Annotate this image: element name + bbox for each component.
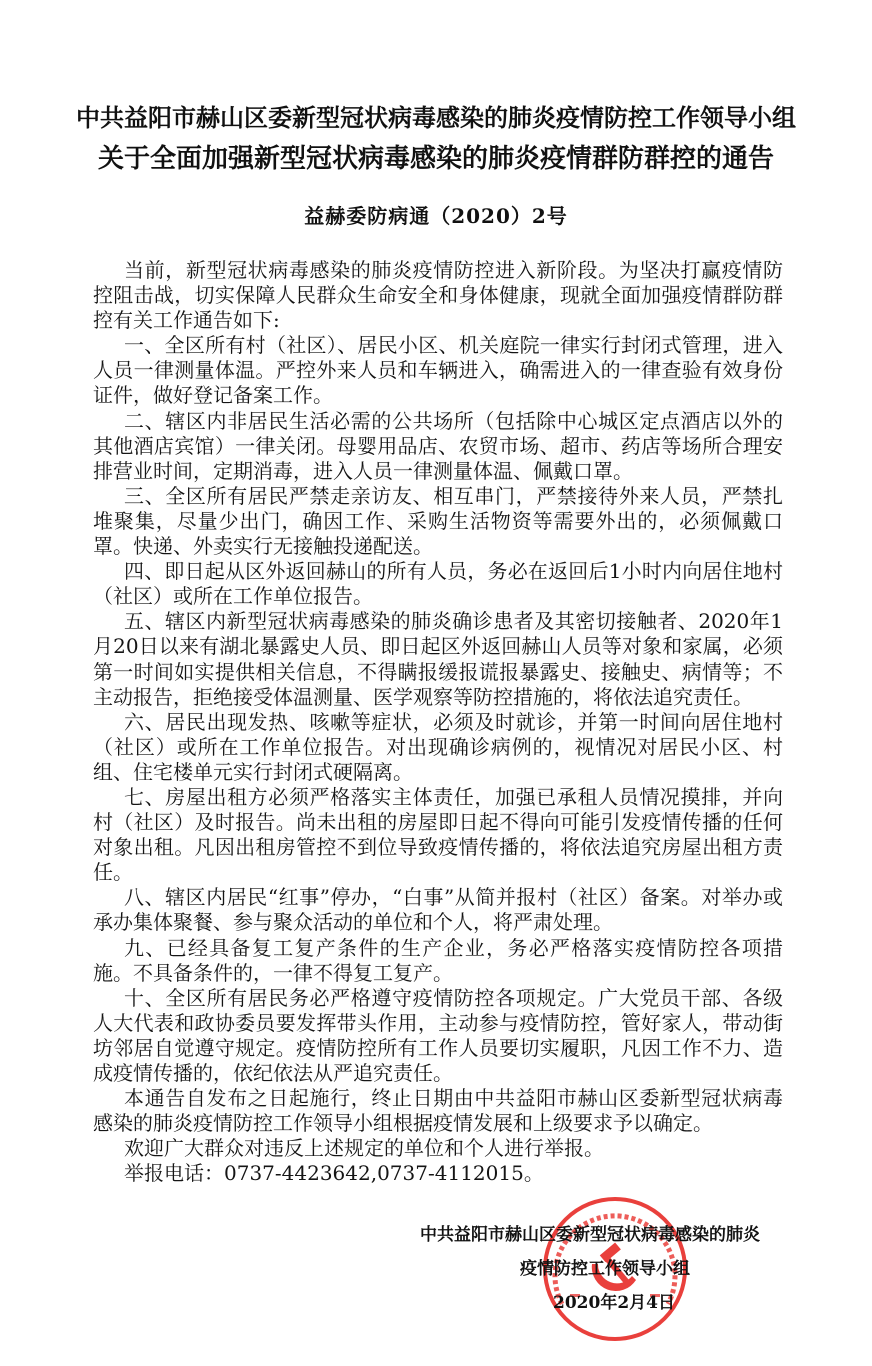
paragraph-effective-date: 本通告自发布之日起施行，终止日期由中共益阳市赫山区委新型冠状病毒感染的肺炎疫情防控工作领导小组根据疫情发展和上级要求予以确定。 — [93, 1086, 783, 1136]
paragraph-item-5: 五、辖区内新型冠状病毒感染的肺炎确诊患者及其密切接触者、2020年1月20日以来有湖北暴露史人员、即日起区外返回赫山人员等对象和家属，必须第一时间如实提供相关信息，不得瞒报缓报谎报暴露史、接触史、病情等；不主动报告，拒绝接受体温测量、医学观察等防控措施的，将依法追究责任。 — [93, 609, 783, 709]
paragraph-item-4: 四、即日起从区外返回赫山的所有人员，务必在返回后1小时内向居住地村（社区）或所在工作单位报告。 — [93, 559, 783, 609]
signature-block — [0, 1216, 872, 1326]
paragraph-item-10: 十、全区所有居民务必严格遵守疫情防控各项规定。广大党员干部、各级人大代表和政协委员要发挥带头作用，主动参与疫情防控，管好家人，带动街坊邻居自觉遵守规定。疫情防控所有工作人员要切实履职，凡因工作不力、造成疫情传播的，依纪依法从严追究责任。 — [93, 985, 783, 1085]
document-body — [93, 258, 783, 1186]
document-number: 益赫委防病通（2020）2号 — [304, 204, 568, 228]
signature-date: 2020年2月4日 — [553, 1293, 675, 1314]
document-title-line1: 中共益阳市赫山区委新型冠状病毒感染的肺炎疫情防控工作领导小组 — [76, 103, 796, 132]
paragraph-hotline: 举报电话：0737-4423642,0737-4112015。 — [124, 1161, 544, 1186]
paragraph-item-3: 三、全区所有居民严禁走亲访友、相互串门，严禁接待外来人员，严禁扎堆聚集，尽量少出门，确因工作、采购生活物资等需要外出的，必须佩戴口罩。快递、外卖实行无接触投递配送。 — [93, 483, 783, 559]
paragraph-report-invite: 欢迎广大群众对违反上述规定的单位和个人进行举报。 — [124, 1136, 604, 1161]
paragraph-intro: 当前，新型冠状病毒感染的肺炎疫情防控进入新阶段。为坚决打赢疫情防控阻击战，切实保障人民群众生命安全和身体健康，现就全面加强疫情群防群控有关工作通告如下: — [93, 258, 783, 333]
paragraph-item-6: 六、居民出现发热、咳嗽等症状，必须及时就诊，并第一时间向居住地村（社区）或所在工作单位报告。对出现确诊病例的，视情况对居民小区、村组、住宅楼单元实行封闭式硬隔离。 — [93, 709, 783, 784]
paragraph-item-8: 八、辖区内居民“红事”停办，“白事”从简并报村（社区）备案。对举办或承办集体聚餐、参与聚众活动的单位和个人，将严肃处理。 — [93, 885, 783, 935]
signature-org-line2: 疫情防控工作领导小组 — [520, 1259, 690, 1280]
document-title-line2: 关于全面加强新型冠状病毒感染的肺炎疫情群防群控的通告 — [97, 144, 774, 174]
paragraph-item-2: 二、辖区内非居民生活必需的公共场所（包括除中心城区定点酒店以外的其他酒店宾馆）一律关闭。母婴用品店、农贸市场、超市、药店等场所合理安排营业时间，定期消毒，进入人员一律测量体温、佩戴口罩。 — [93, 408, 783, 483]
paragraph-item-7: 七、房屋出租方必须严格落实主体责任，加强已承租人员情况摸排，并向村（社区）及时报告。尚未出租的房屋即日起不得向可能引发疫情传播的任何对象出租。凡因出租房管控不到位导致疫情传播的，将依法追究房屋出租方责任。 — [93, 784, 783, 885]
paragraph-item-9: 九、已经具备复工复产条件的生产企业，务必严格落实疫情防控各项措施。不具备条件的，一律不得复工复产。 — [93, 935, 783, 985]
signature-org-line1: 中共益阳市赫山区委新型冠状病毒感染的肺炎 — [420, 1225, 760, 1246]
paragraph-item-1: 一、全区所有村（社区）、居民小区、机关庭院一律实行封闭式管理，进入人员一律测量体温。严控外来人员和车辆进入，确需进入的一律查验有效身份证件，做好登记备案工作。 — [93, 333, 783, 408]
